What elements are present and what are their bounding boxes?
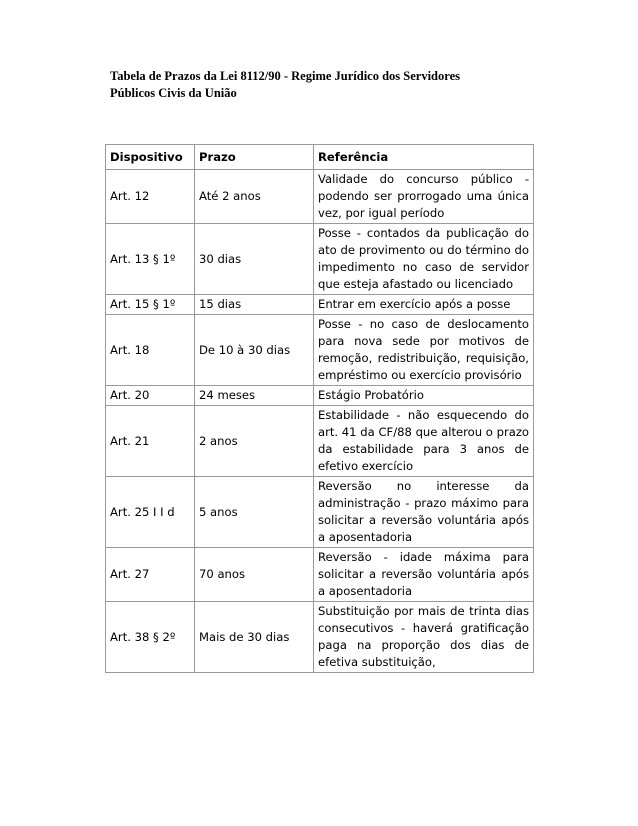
cell-prazo: Até 2 anos: [195, 170, 314, 224]
header-dispositivo: Dispositivo: [106, 145, 195, 170]
title-line-2: Públicos Civis da União: [110, 85, 237, 100]
title-line-1: Tabela de Prazos da Lei 8112/90 - Regime Jurídico dos Servidores: [110, 69, 460, 83]
cell-prazo: 15 dias: [195, 295, 314, 315]
cell-dispositivo: Art. 12: [106, 170, 195, 224]
table-row: [106, 386, 534, 406]
cell-referencia: Reversão no interesse da administração - prazo máximo para solicitar a reversão voluntária após a aposentadoria: [314, 477, 534, 548]
cell-referencia: Posse - no caso de deslocamento para nova sede por motivos de remoção, redistribuição, requisição, empréstimo ou exercício provisório: [314, 315, 534, 386]
cell-referencia: Substituição por mais de trinta dias consecutivos - haverá gratificação paga na proporção dos dias de efetiva substituição,: [314, 602, 534, 673]
cell-dispositivo: Art. 38 § 2º: [106, 602, 195, 673]
table-row: [106, 602, 534, 673]
document-title: [110, 68, 530, 101]
cell-prazo: 30 dias: [195, 224, 314, 295]
cell-prazo: Mais de 30 dias: [195, 602, 314, 673]
header-prazo: Prazo: [195, 145, 314, 170]
cell-dispositivo: Art. 27: [106, 548, 195, 602]
prazos-table: [105, 144, 534, 673]
cell-dispositivo: Art. 20: [106, 386, 195, 406]
table-row: [106, 315, 534, 386]
table-row: [106, 406, 534, 477]
cell-prazo: 2 anos: [195, 406, 314, 477]
cell-dispositivo: Art. 13 § 1º: [106, 224, 195, 295]
cell-dispositivo: Art. 18: [106, 315, 195, 386]
cell-prazo: De 10 à 30 dias: [195, 315, 314, 386]
cell-referencia: Entrar em exercício após a posse: [314, 295, 534, 315]
cell-prazo: 5 anos: [195, 477, 314, 548]
cell-referencia: Posse - contados da publicação do ato de provimento ou do término do impedimento no caso de servidor que esteja afastado ou licenciado: [314, 224, 534, 295]
cell-dispositivo: Art. 21: [106, 406, 195, 477]
table-row: [106, 170, 534, 224]
cell-prazo: 70 anos: [195, 548, 314, 602]
cell-referencia: Estágio Probatório: [314, 386, 534, 406]
table-row: [106, 548, 534, 602]
table-row: [106, 295, 534, 315]
cell-prazo: 24 meses: [195, 386, 314, 406]
cell-dispositivo: Art. 25 I I d: [106, 477, 195, 548]
table-header-row: [106, 145, 534, 170]
table-row: [106, 477, 534, 548]
cell-referencia: Estabilidade - não esquecendo do art. 41 da CF/88 que alterou o prazo da estabilidade para 3 anos de efetivo exercício: [314, 406, 534, 477]
table-row: [106, 224, 534, 295]
cell-dispositivo: Art. 15 § 1º: [106, 295, 195, 315]
cell-referencia: Validade do concurso público - podendo ser prorrogado uma única vez, por igual período: [314, 170, 534, 224]
cell-referencia: Reversão - idade máxima para solicitar a reversão voluntária após a aposentadoria: [314, 548, 534, 602]
header-referencia: Referência: [314, 145, 534, 170]
